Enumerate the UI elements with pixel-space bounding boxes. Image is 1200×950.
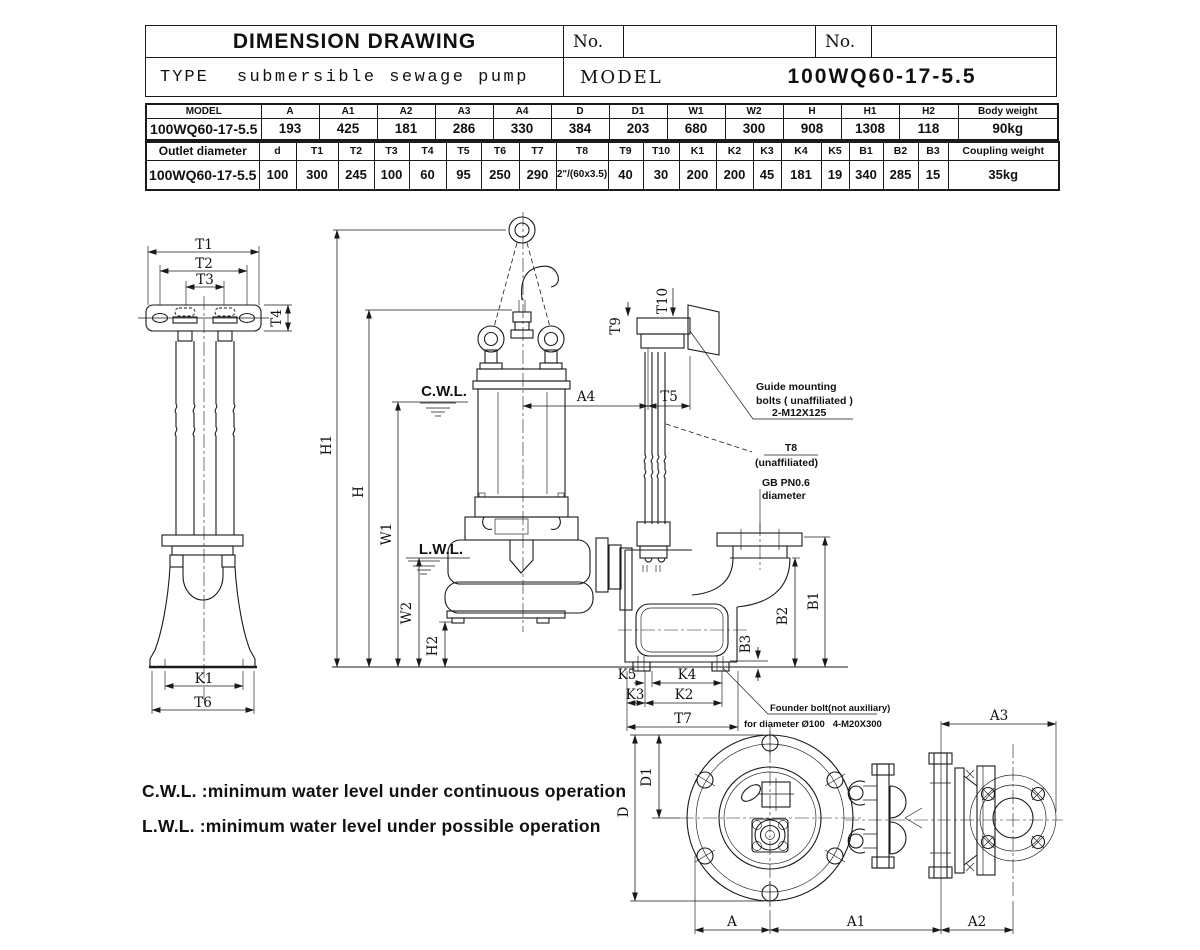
cell-value: 2"/(60x3.5) xyxy=(556,160,608,190)
col-header: B2 xyxy=(883,142,918,160)
col-header: A3 xyxy=(435,104,493,118)
callout-annotations xyxy=(666,331,890,730)
dim-label-k5: K5 xyxy=(617,667,637,683)
cell-value: 290 xyxy=(519,160,556,190)
model-label: MODEL xyxy=(580,66,663,88)
cwl-label: C.W.L. xyxy=(421,383,467,400)
dim-label-t9: T9 xyxy=(608,317,624,335)
cell-value: 330 xyxy=(493,118,551,140)
dim-label-d: D xyxy=(616,806,632,818)
col-header: T8 xyxy=(556,142,608,160)
col-header: W1 xyxy=(667,104,725,118)
col-header: K4 xyxy=(781,142,821,160)
dim-label-d1: D1 xyxy=(639,767,655,787)
cell-value: 193 xyxy=(261,118,319,140)
guide-claw xyxy=(848,764,922,868)
cell-value: 19 xyxy=(821,160,849,190)
dim-label-b3: B3 xyxy=(738,634,754,654)
cell-value: 60 xyxy=(409,160,446,190)
coupling-elbow xyxy=(618,522,802,671)
col-header: D1 xyxy=(609,104,667,118)
model-value: 100WQ60-17-5.5 xyxy=(787,65,977,88)
left-view-guide-rails xyxy=(138,237,292,714)
col-header: H2 xyxy=(899,104,958,118)
dim-label-k3: K3 xyxy=(625,687,645,703)
t8-note: (unaffiliated) xyxy=(755,457,818,469)
pedestal xyxy=(149,535,257,667)
col-header: T6 xyxy=(481,142,519,160)
col-header: T4 xyxy=(409,142,446,160)
cell-value: 200 xyxy=(716,160,753,190)
gb-flange-note: diameter xyxy=(762,490,806,502)
lifting-ring xyxy=(509,217,535,243)
dim-label-k4: K4 xyxy=(677,667,697,683)
cell-value: 384 xyxy=(551,118,609,140)
col-header: T1 xyxy=(296,142,338,160)
guide-bolts-spec: 2-M12X125 xyxy=(772,407,827,419)
dim-label-h1: H1 xyxy=(319,434,335,456)
col-header: T9 xyxy=(608,142,643,160)
plan-dimensions xyxy=(616,708,1056,934)
dim-label-t10: T10 xyxy=(655,287,671,315)
cell-value: 35kg xyxy=(948,160,1059,190)
guide-bolts-note: bolts ( unaffiliated ) xyxy=(756,395,853,407)
sheet-title: DIMENSION DRAWING xyxy=(146,26,564,57)
cell-value: 250 xyxy=(481,160,519,190)
legend-cwl: C.W.L. :minimum water level under continuous operation xyxy=(142,781,627,801)
cell-value: 340 xyxy=(849,160,883,190)
dim-label-t6: T6 xyxy=(194,695,212,711)
front-view-pump xyxy=(445,212,632,632)
dim-label-t2: T2 xyxy=(195,256,213,272)
legend-lwl: L.W.L. :minimum water level under possible operation xyxy=(142,816,601,836)
col-header: MODEL xyxy=(146,104,261,118)
col-header: K3 xyxy=(753,142,781,160)
dim-label-b2: B2 xyxy=(775,606,791,626)
water-level-marks xyxy=(408,383,467,574)
guide-bracket xyxy=(637,318,690,334)
cell-value: 95 xyxy=(446,160,481,190)
t8-note: T8 xyxy=(784,442,798,454)
cell-value: 181 xyxy=(781,160,821,190)
dim-label-t7: T7 xyxy=(674,711,692,727)
eye-bolt-right xyxy=(538,326,564,352)
col-header: Body weight xyxy=(958,104,1058,118)
cell-value: 100 xyxy=(259,160,296,190)
col-header: B1 xyxy=(849,142,883,160)
cell-value: 300 xyxy=(296,160,338,190)
founder-bolt-note: for diameter Ø100 4-M20X300 xyxy=(744,719,882,730)
dim-label-t1: T1 xyxy=(195,237,213,253)
wall-plate xyxy=(688,305,719,355)
cell-value: 40 xyxy=(608,160,643,190)
col-header: Coupling weight xyxy=(948,142,1059,160)
cell-value: 680 xyxy=(667,118,725,140)
cell-value: 285 xyxy=(883,160,918,190)
cell-value: 181 xyxy=(377,118,435,140)
col-header: K5 xyxy=(821,142,849,160)
founder-bolt-note: Founder bolt(not auxiliary) xyxy=(770,703,891,714)
cell-value: 100 xyxy=(374,160,409,190)
dim-label-a2: A2 xyxy=(967,914,987,930)
dim-label-b1: B1 xyxy=(806,591,822,611)
dim-label-a3: A3 xyxy=(989,708,1009,724)
gb-flange-note: GB PN0.6 xyxy=(762,477,810,489)
col-header: A xyxy=(261,104,319,118)
col-header: D xyxy=(551,104,609,118)
col-header: T7 xyxy=(519,142,556,160)
hook xyxy=(522,266,559,300)
col-header: Outlet diameter xyxy=(146,142,259,160)
col-header: A2 xyxy=(377,104,435,118)
plan-view-pump xyxy=(616,708,1063,934)
cell-value: 300 xyxy=(725,118,783,140)
type-label: TYPE xyxy=(160,67,209,87)
dim-label-w1: W1 xyxy=(379,522,395,546)
guide-bolts-note: Guide mounting xyxy=(756,381,837,393)
dim-label-t5: T5 xyxy=(660,389,678,405)
col-header: W2 xyxy=(725,104,783,118)
cell-value: 286 xyxy=(435,118,493,140)
cell-value: 200 xyxy=(679,160,716,190)
col-header: K2 xyxy=(716,142,753,160)
dim-label-h2: H2 xyxy=(425,635,441,657)
guide-pipes xyxy=(608,288,719,572)
col-header: A4 xyxy=(493,104,551,118)
cell-value: 908 xyxy=(783,118,841,140)
cell-value: 45 xyxy=(753,160,781,190)
dim-label-a1: A1 xyxy=(846,914,866,930)
col-header: T10 xyxy=(643,142,679,160)
col-header: d xyxy=(259,142,296,160)
cell-value: 1308 xyxy=(841,118,899,140)
cell-value: 245 xyxy=(338,160,374,190)
no-label-2: No. xyxy=(816,26,872,57)
cell-value: 15 xyxy=(918,160,948,190)
col-header: H xyxy=(783,104,841,118)
dim-label-a: A xyxy=(727,914,737,930)
dim-label-a4: A4 xyxy=(576,389,596,405)
cell-value: 90kg xyxy=(958,118,1058,140)
dim-label-k2: K2 xyxy=(674,687,694,703)
eye-bolt-left xyxy=(478,326,504,352)
dim-label-k1: K1 xyxy=(194,671,214,687)
discharge-flange xyxy=(717,533,802,546)
cell-value: 203 xyxy=(609,118,667,140)
type-value: submersible sewage pump xyxy=(236,67,529,87)
cell-value: 425 xyxy=(319,118,377,140)
col-header: B3 xyxy=(918,142,948,160)
dim-label-h: H xyxy=(351,486,367,498)
cell-value: 118 xyxy=(899,118,958,140)
dim-label-t3: T3 xyxy=(196,272,214,288)
col-header: A1 xyxy=(319,104,377,118)
cell-value: 100WQ60-17-5.5 xyxy=(146,118,261,140)
cell-value: 30 xyxy=(643,160,679,190)
cell-value: 100WQ60-17-5.5 xyxy=(146,160,259,190)
lwl-label: L.W.L. xyxy=(418,541,464,558)
col-header: H1 xyxy=(841,104,899,118)
dim-label-t4: T4 xyxy=(269,309,285,327)
dim-label-w2: W2 xyxy=(399,601,415,625)
col-header: T3 xyxy=(374,142,409,160)
col-header: K1 xyxy=(679,142,716,160)
discharge-spool xyxy=(929,753,1056,878)
no-label-1: No. xyxy=(564,26,624,57)
col-header: T5 xyxy=(446,142,481,160)
col-header: T2 xyxy=(338,142,374,160)
